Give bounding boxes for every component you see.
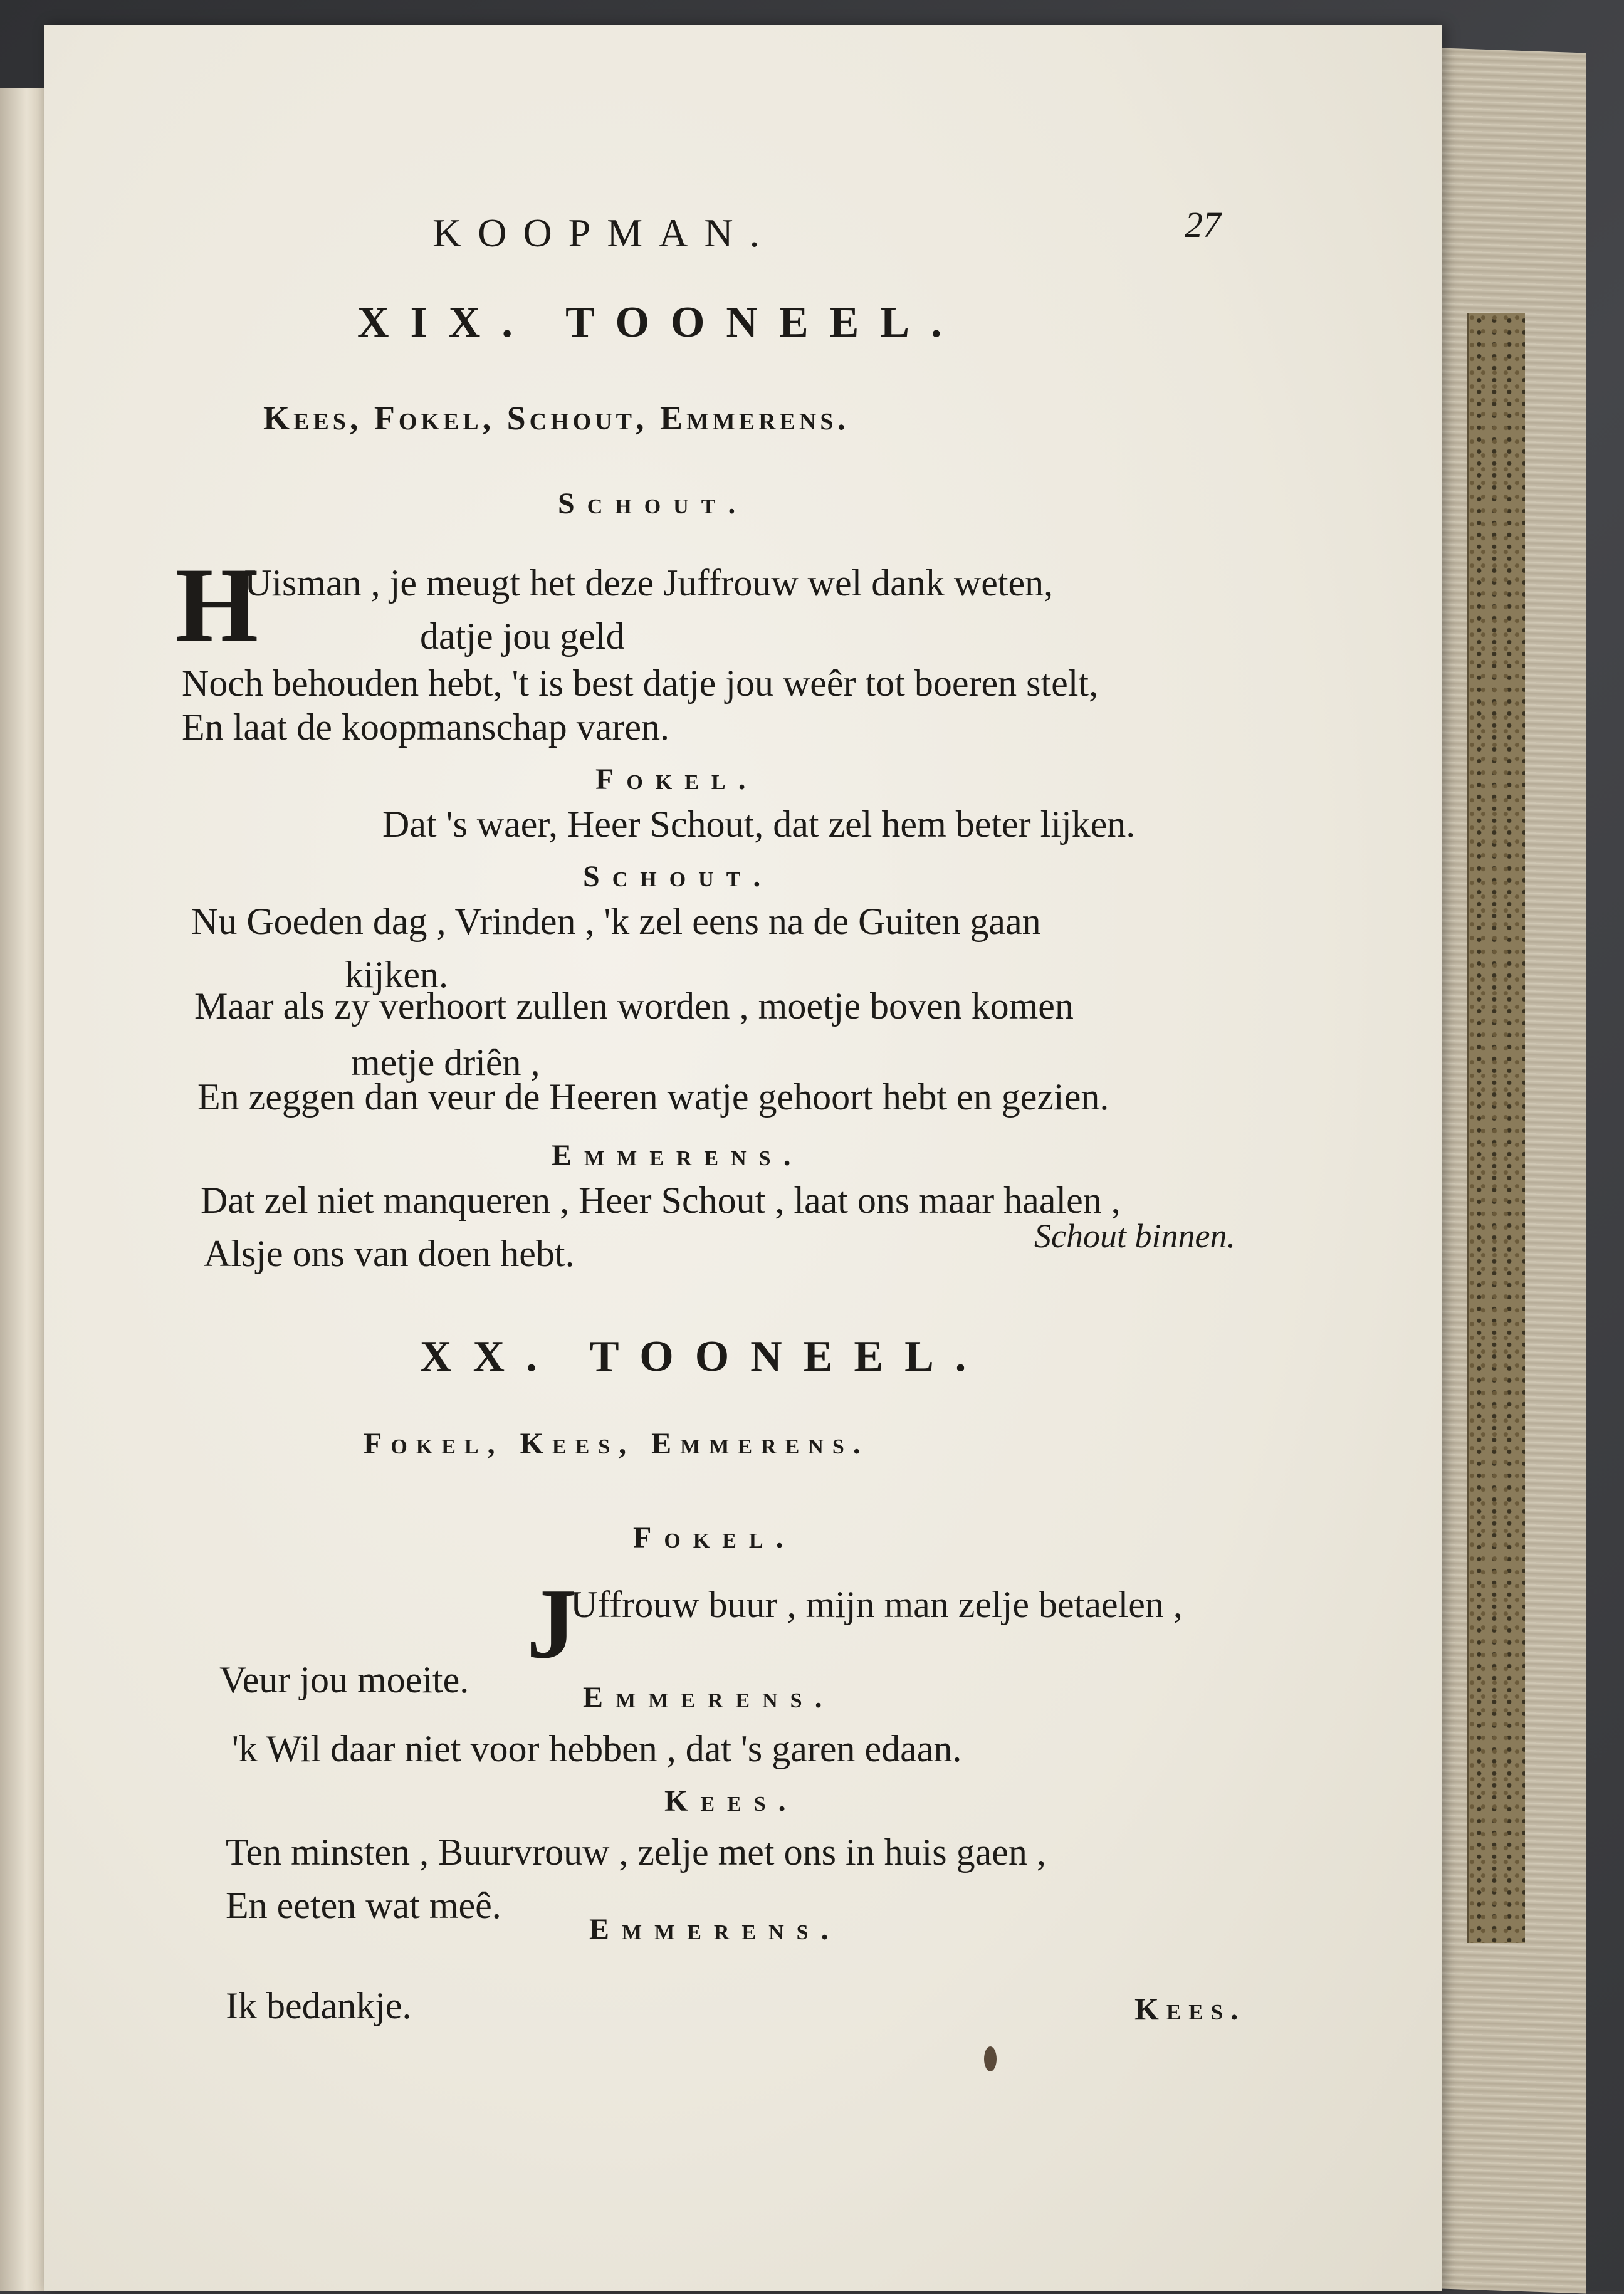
scene-20-title: XX. TOONEEL. <box>420 1333 988 1381</box>
facing-page-edge <box>0 88 45 2291</box>
speaker-name: Emmerens. <box>589 1913 841 1946</box>
speaker-name: Fokel. <box>633 1521 796 1554</box>
verse-line: Alsje ons van doen hebt. <box>204 1233 575 1274</box>
speaker-name: Fokel. <box>595 763 758 796</box>
speaker-name: Emmerens. <box>552 1139 804 1172</box>
running-title: KOOPMAN. <box>432 211 776 255</box>
verse-line: Uisman , je meugt het deze Juffrouw wel dank weten, <box>244 562 1054 604</box>
verse-line: Dat zel niet manqueren , Heer Schout , laat ons maar haalen , <box>201 1180 1121 1221</box>
verse-line: metje driên , <box>351 1042 540 1083</box>
page-number: 27 <box>1185 204 1221 245</box>
ink-stain <box>984 2046 997 2071</box>
drop-capital: H <box>175 546 259 664</box>
verse-line: Ten minsten , Buurvrouw , zelje met ons in huis gaen , <box>226 1831 1046 1873</box>
verse-line: 'k Wil daar niet voor hebben , dat 's garen edaan. <box>232 1728 962 1769</box>
verse-line: En zeggen dan veur de Heeren watje gehoort hebt en gezien. <box>197 1076 1109 1118</box>
verse-line: Noch behouden hebt, 't is best datje jou weêr tot boeren stelt, <box>182 663 1099 704</box>
verse-line: kijken. <box>345 954 448 995</box>
scene-20-cast: Fokel, Kees, Emmerens. <box>364 1427 869 1460</box>
speaker-name: Schout. <box>558 487 748 520</box>
verse-line: Ik bedankje. <box>226 1985 412 2026</box>
speaker-name: Schout. <box>583 860 773 893</box>
scene-19-title: XIX. TOONEEL. <box>357 298 963 347</box>
stage-direction: Schout binnen. <box>1034 1217 1235 1255</box>
marbled-cover <box>1467 313 1525 1943</box>
drop-capital: J <box>526 1568 577 1679</box>
verse-line: datje jou geld <box>420 615 625 657</box>
speaker-name: Kees. <box>664 1784 799 1818</box>
scene-19-cast: Kees, Fokel, Schout, Emmerens. <box>263 399 849 437</box>
book-page <box>44 25 1442 2291</box>
verse-line: En laat de koopmanschap varen. <box>182 706 670 748</box>
verse-line: Uffrouw buur , mijn man zelje betaelen , <box>570 1584 1183 1625</box>
verse-line: En eeten wat meê. <box>226 1885 501 1926</box>
verse-line: Veur jou moeite. <box>219 1659 469 1700</box>
verse-line: Nu Goeden dag , Vrinden , 'k zel eens na de Guiten gaan <box>191 901 1041 942</box>
verse-line: Dat 's waer, Heer Schout, dat zel hem beter lijken. <box>382 804 1136 845</box>
catchword: Kees. <box>1134 1991 1246 2026</box>
verse-line: Maar als zy verhoort zullen worden , moetje boven komen <box>194 985 1074 1027</box>
speaker-name: Emmerens. <box>583 1681 835 1714</box>
